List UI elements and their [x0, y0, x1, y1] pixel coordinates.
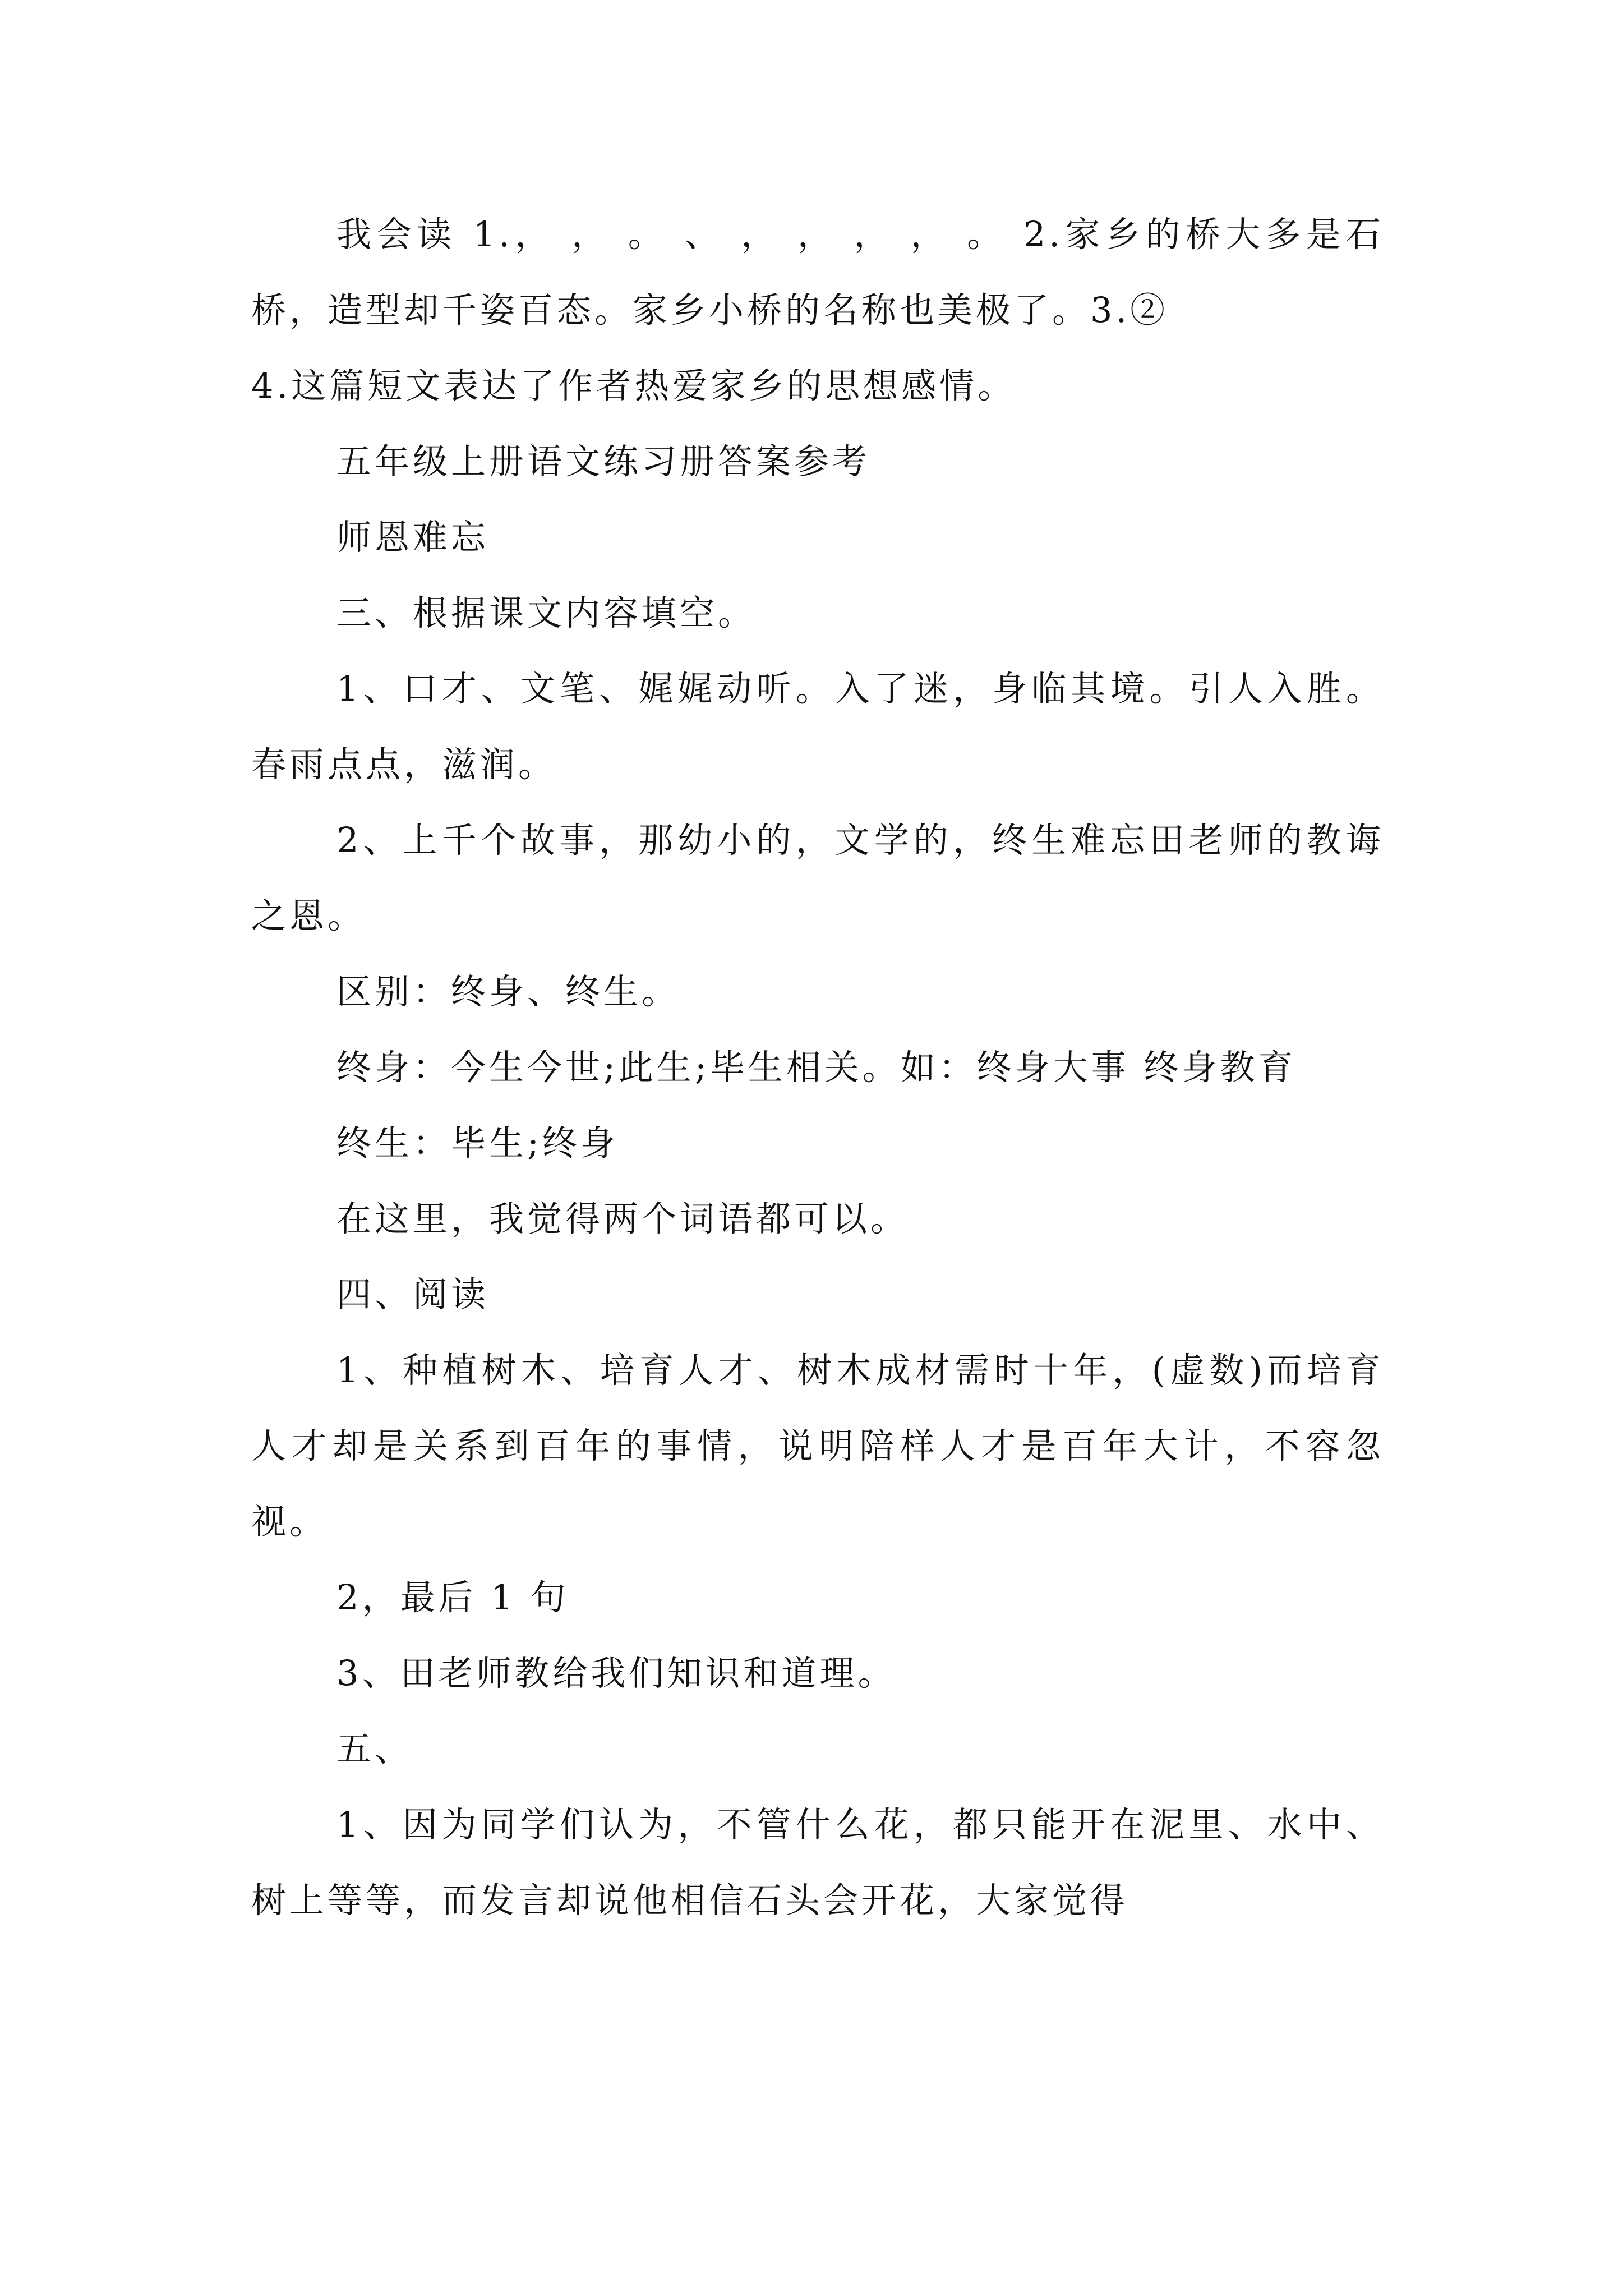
word-note: 在这里，我觉得两个词语都可以。 — [336, 1198, 909, 1239]
lesson-title: 师恩难忘 — [336, 517, 490, 558]
section-title: 五年级上册语文练习册答案参考 — [336, 441, 871, 482]
answer-3-1: 1、口才、文笔、娓娓动听。入了迷，身临其境。引人入胜。春雨点点，滋润。 — [251, 668, 1384, 785]
paragraph-reading-answers: 我会读 1.， ， 。 、 ， ， ， ， 。 2.家乡的桥大多是石桥，造型却千姿百态。家乡小桥的名称也美极了。3.② — [251, 214, 1384, 330]
question-heading-5: 五、 — [336, 1728, 413, 1769]
answer-4-2: 2，最后 1 句 — [336, 1577, 569, 1618]
answer-4-3: 3、田老师教给我们知识和道理。 — [336, 1653, 896, 1694]
answer-3-2: 2、上千个故事，那幼小的，文学的，终生难忘田老师的教诲之恩。 — [251, 820, 1384, 936]
document-body — [251, 196, 1384, 1938]
word-definition-zhongshen: 终身：今生今世;此生;毕生相关。如：终身大事 终身教育 — [336, 1047, 1297, 1088]
question-heading-3: 三、根据课文内容填空。 — [336, 592, 757, 633]
question-heading-4: 四、阅读 — [336, 1274, 490, 1315]
paragraph-answer-4: 4.这篇短文表达了作者热爱家乡的思想感情。 — [251, 365, 1016, 406]
answer-4-1: 1、种植树木、培育人才、树木成材需时十年，(虚数)而培育人才却是关系到百年的事情，说明陪样人才是百年大计，不容忽视。 — [251, 1350, 1384, 1542]
word-difference-heading: 区别：终身、终生。 — [336, 971, 680, 1012]
answer-5-1: 1、因为同学们认为，不管什么花，都只能开在泥里、水中、树上等等，而发言却说他相信石头会开花，大家觉得 — [251, 1804, 1384, 1921]
word-definition-zhongsheng: 终生：毕生;终身 — [336, 1122, 619, 1163]
